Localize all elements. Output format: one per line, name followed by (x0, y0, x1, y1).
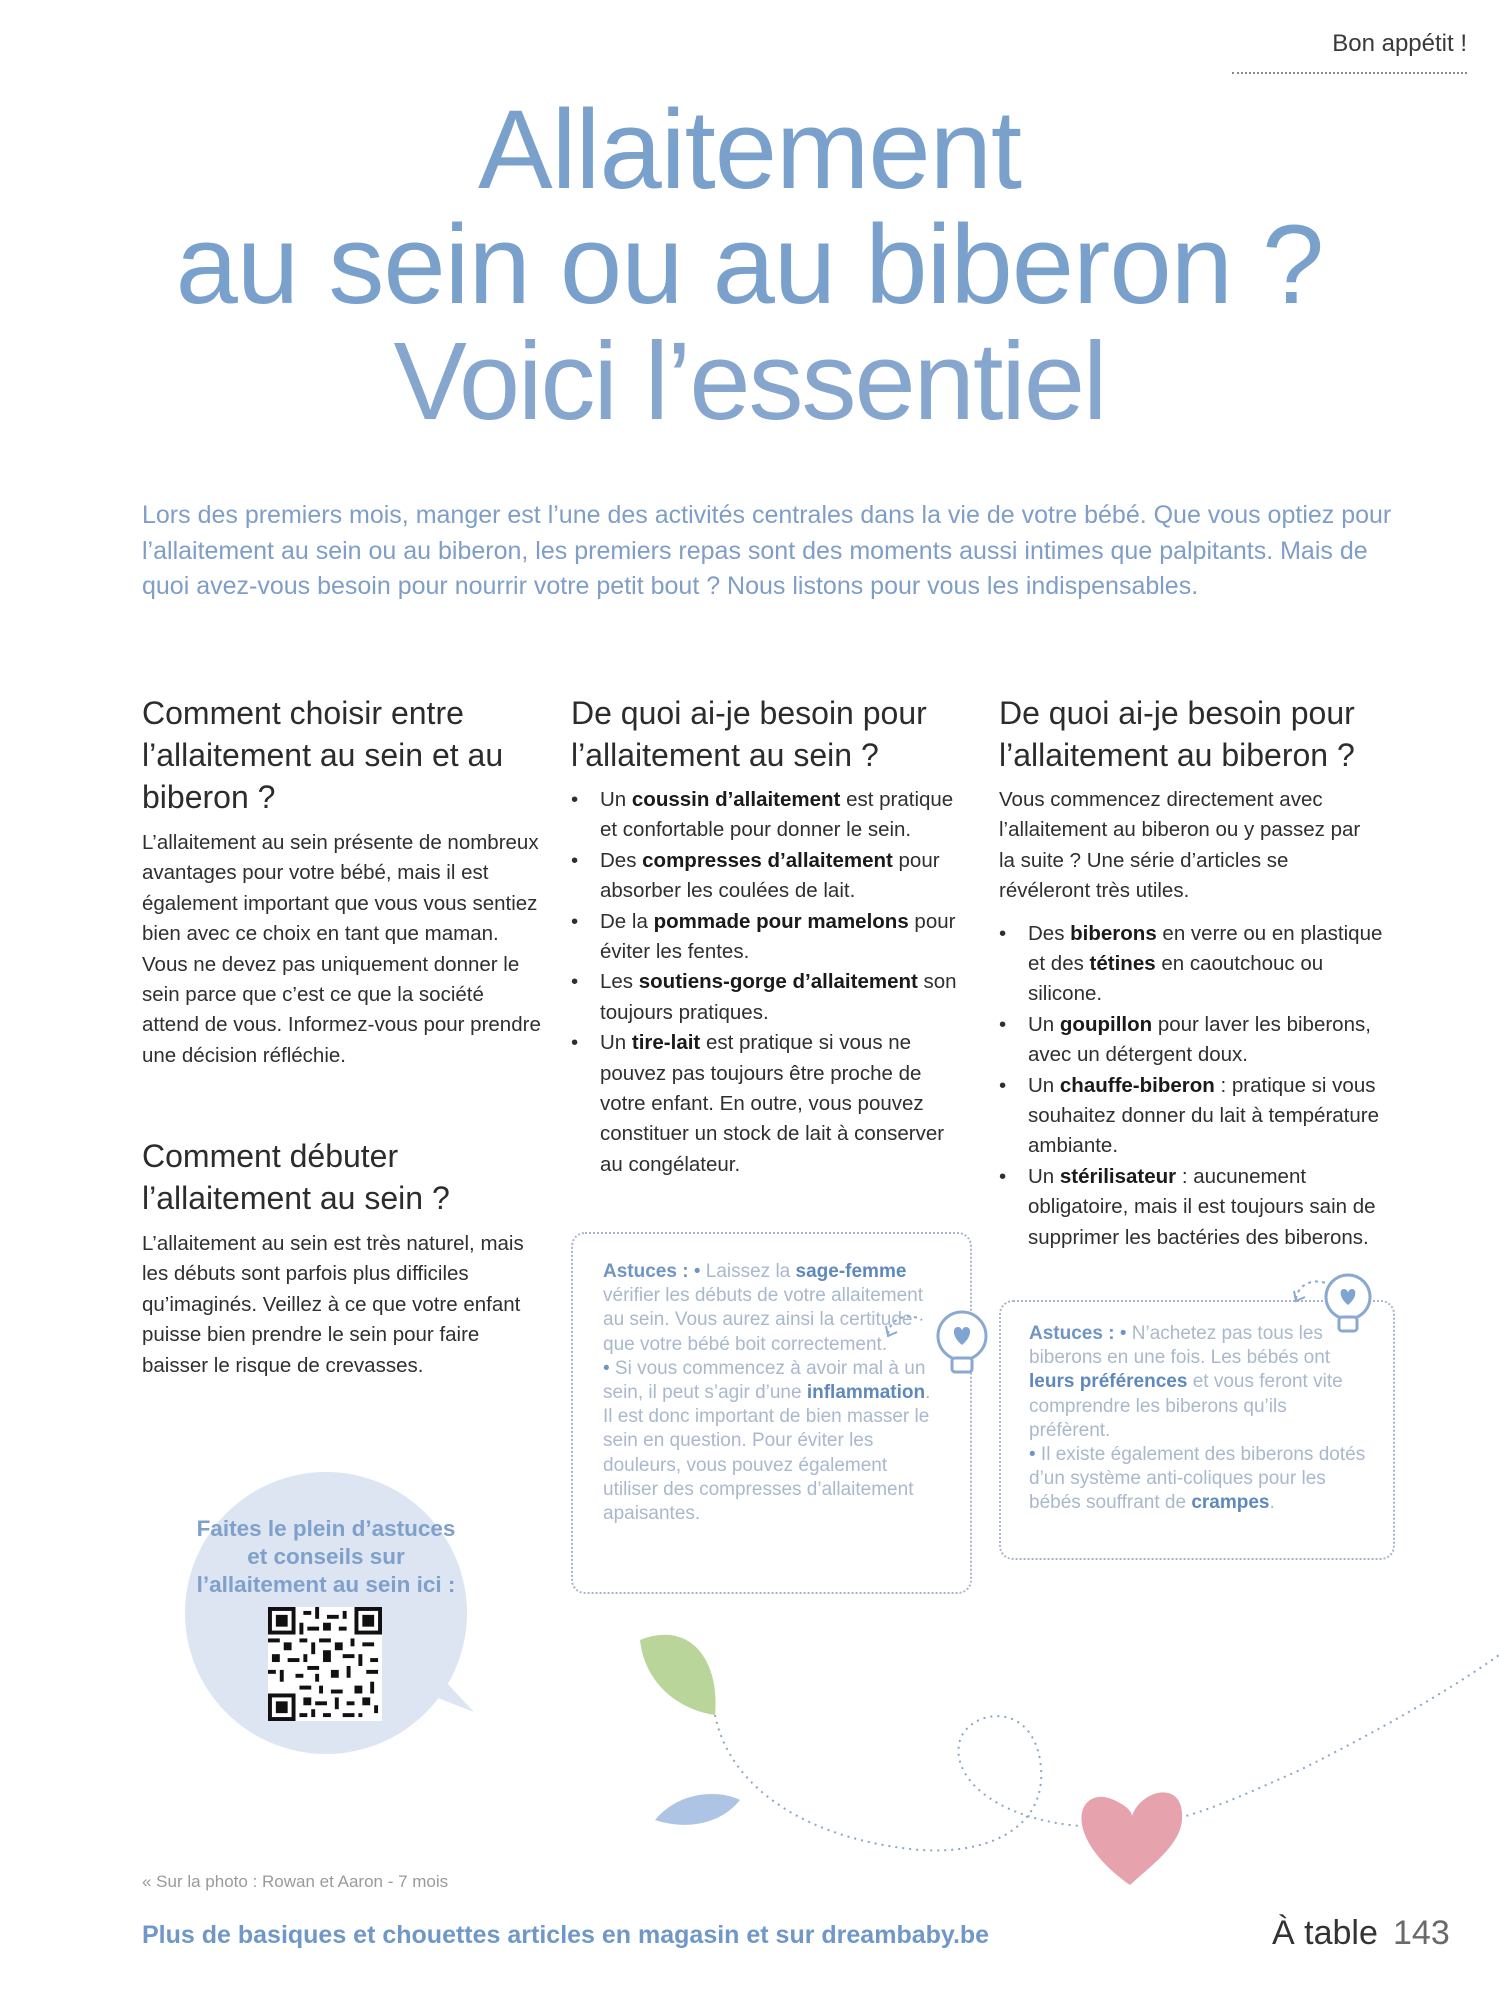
page-title-line-2: au sein ou au biberon ? (175, 202, 1324, 327)
page-number: 143 (1393, 1914, 1450, 1952)
list-item: • Un coussin d’allaitement est pratique et confortable pour donner le sein. (571, 785, 966, 846)
list-item: • Un goupillon pour laver les biberons, avec un détergent doux. (999, 1010, 1384, 1071)
column-start (142, 1135, 542, 1381)
decorative-vine (600, 1600, 1499, 1900)
lightbulb-heart-icon (882, 1300, 992, 1380)
body-start: L’allaitement au sein est très naturel, mais les débuts sont parfois plus difficiles qu’imaginés. Veillez à ce que votre enfant puisse bien prendre le sein pour faire baisser le risque de crevasses. (142, 1232, 524, 1377)
heading-breastfeeding-needs: De quoi ai-je besoin pour l’allaitement au sein ? (571, 695, 927, 773)
bottle-list (999, 919, 1384, 1253)
body-choose: L’allaitement au sein présente de nombreux avantages pour votre bébé, mais il est également important que vous vous sentiez bien avec ce choix en tant que maman. Vous ne devez pas uniquement donner le sein parce que c’est ce que la société attend de vous. Informez-vous pour prendre une décision réfléchie. (142, 831, 541, 1067)
heading-start: Comment débuter l’allaitement au sein ? (142, 1138, 450, 1216)
list-item: • Des biberons en verre ou en plastique et des tétines en caoutchouc ou silicone. (999, 919, 1384, 1010)
speech-bubble-tail (400, 1640, 480, 1720)
list-item: • Des compresses d’allaitement pour absorber les coulées de lait. (571, 846, 966, 907)
list-item: • De la pommade pour mamelons pour éviter les fentes. (571, 907, 966, 968)
footer-section-name: À table (1272, 1914, 1378, 1952)
list-item: • Un chauffe-biberon : pratique si vous souhaitez donner du lait à température ambiante. (999, 1071, 1384, 1162)
page-title-line-1: Allaitement (477, 87, 1022, 212)
heading-bottle-needs: De quoi ai-je besoin pour l’allaitement au biberon ? (999, 695, 1355, 773)
column-choose (142, 692, 542, 1071)
list-item: • Un tire-lait est pratique si vous ne pouvez pas toujours être proche de votre enfant. En outre, vous pouvez constituer un stock de lait à conserver au congélateur. (571, 1028, 966, 1180)
column-breastfeeding-needs (571, 692, 971, 1180)
page-subtitle: Voici l’essentiel (393, 320, 1106, 443)
heading-choose: Comment choisir entre l’allaitement au sein et au biberon ? (142, 695, 504, 815)
footer-promo-link[interactable]: Plus de basiques et chouettes articles en magasin et sur dreambaby.be (142, 1921, 990, 1949)
intro-paragraph: Lors des premiers mois, manger est l’une des activités centrales dans la vie de votre bébé. Que vous optiez pour l’allaitement au sein ou au biberon, les premiers repas sont des moments aussi intimes que palpitants. Mais de quoi avez-vous besoin pour nourrir votre petit bout ? Nous listons pour vous les indispensables. (142, 501, 1392, 600)
qr-code[interactable] (268, 1607, 382, 1721)
tips-box-bottle: Astuces : • N’achetez pas tous les biberons en une fois. Les bébés ont leurs préférences et vous feront vite comprendre les biberons qu’ils préfèrent. • Il existe également des biberons dotés d’un système anti-coliques pour les bébés souffrant de crampes. (999, 1300, 1395, 1560)
breastfeeding-list (571, 785, 966, 1180)
list-item: • Un stérilisateur : aucunement obligatoire, mais il est toujours sain de supprimer les bactéries des biberons. (999, 1162, 1384, 1253)
qr-prompt: Faites le plein d’astuces et conseils sur l’allaitement au sein ici : (196, 1516, 456, 1597)
tips-box-breastfeeding: Astuces : • Laissez la sage-femme vérifier les débuts de votre allaitement au sein. Vous aurez ainsi la certitude que votre bébé boit correctement. • Si vous commencez à avoir mal à un sein, il peut s’agir d’une inflammation. Il est donc important de bien masser le sein en question. Pour éviter les douleurs, vous pouvez également utiliser des compresses d’allaitement apaisantes. (571, 1232, 972, 1594)
photo-credit: « Sur la photo : Rowan et Aaron - 7 mois (142, 1872, 449, 1891)
column-bottle-needs (999, 692, 1399, 1253)
bottle-intro: Vous commencez directement avec l’allaitement au biberon ou y passez par la suite ? Une série d’articles se révéleront très utiles. (999, 788, 1361, 903)
lightbulb-heart-icon (1290, 1265, 1400, 1340)
section-tag: Bon appétit ! (1232, 30, 1467, 74)
list-item: • Les soutiens-gorge d’allaitement son toujours pratiques. (571, 967, 966, 1028)
